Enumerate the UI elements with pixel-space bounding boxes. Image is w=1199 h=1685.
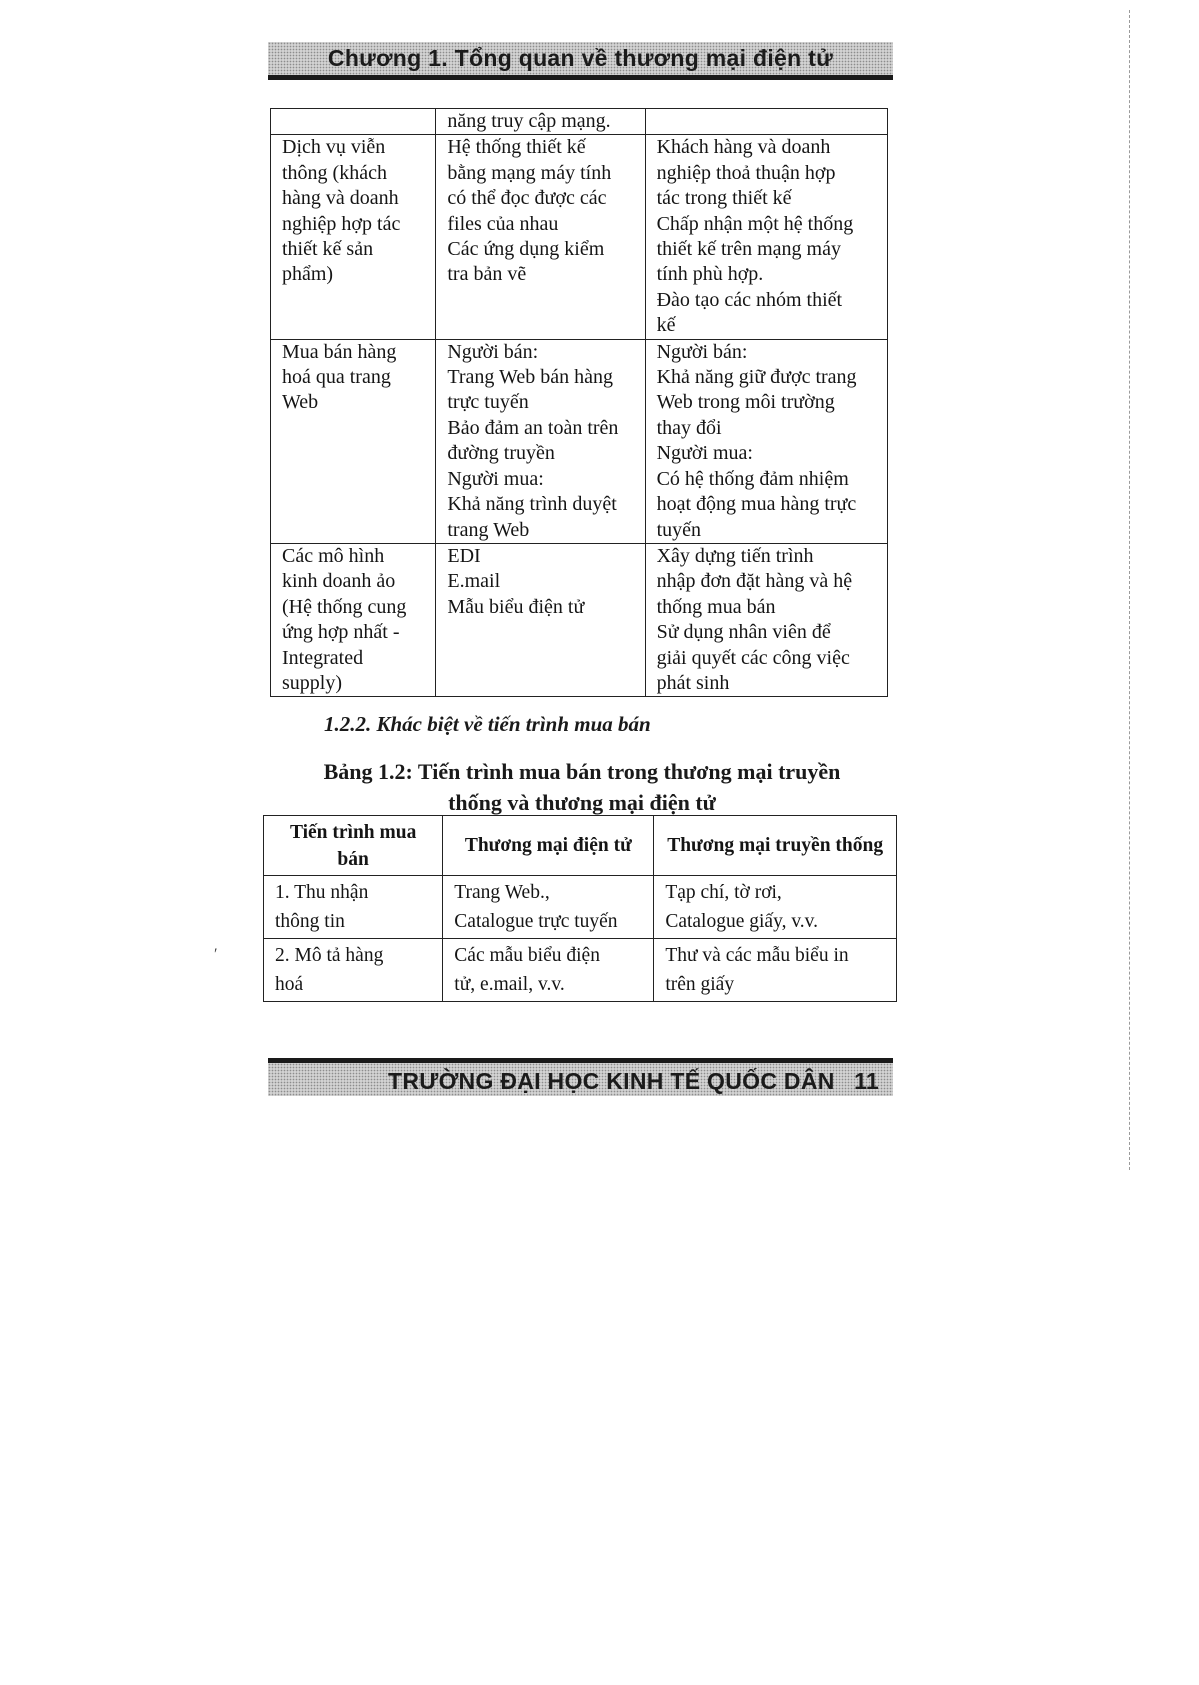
cell-line: nghiệp thoả thuận hợp [656, 161, 836, 184]
cell-line: thống mua bán [656, 595, 776, 618]
cell-line: Người mua: [447, 467, 544, 490]
table-caption-line-1: Bảng 1.2: Tiến trình mua bán trong thương mại truyền [323, 759, 841, 784]
cell-line: trang Web [447, 518, 530, 541]
cell-line: supply) [282, 671, 342, 694]
cell-line: Xây dựng tiến trình [656, 544, 814, 567]
cell-line: Các ứng dụng kiểm [447, 238, 605, 261]
header-process-line-1: Tiến trình mua [289, 821, 417, 843]
table-cell [264, 939, 443, 1002]
cell-line: Khả năng giữ được trang [656, 366, 857, 389]
table-cell [443, 939, 654, 1002]
table-cell [654, 876, 897, 939]
table-cell [443, 876, 654, 939]
cell-line: giải quyết các công việc [656, 646, 850, 669]
cell-line: Thư và các mẫu biểu in [665, 945, 849, 966]
table-row [271, 339, 888, 543]
table-cell [436, 135, 645, 339]
cell-line: tính phù hợp. [656, 263, 764, 286]
cell-line: phát sinh [656, 671, 730, 694]
cell-line: Catalogue giấy, v.v. [665, 911, 819, 932]
page-number: 11 [854, 1068, 879, 1094]
cell-line: Các mẫu biểu điện [454, 945, 600, 966]
table-caption [262, 756, 902, 818]
table-row [271, 135, 888, 339]
table-cell [436, 109, 645, 135]
cell-line: Mua bán hàng [282, 340, 397, 363]
table-row [271, 543, 888, 696]
cell-line: nghiệp hợp tác [282, 212, 401, 235]
cell-line: kinh doanh ảo [282, 570, 396, 593]
cell-line: E.mail [447, 570, 501, 593]
cell-line: Sử dụng nhân viên để [656, 621, 831, 644]
table-cell [264, 876, 443, 939]
cell-line: Các mô hình [282, 544, 385, 567]
cell-line: có thể đọc được các [447, 187, 607, 210]
footer-banner [268, 1058, 893, 1096]
table-row [264, 939, 897, 1002]
cell-line: hoạt động mua hàng trực [656, 493, 857, 516]
table-cell [436, 543, 645, 696]
cell-line: thông (khách [282, 161, 387, 184]
cell-line: Đào tạo các nhóm thiết [656, 288, 843, 311]
purchase-process-table [263, 815, 897, 1002]
cell-line: thiết kế sản [282, 238, 374, 261]
cell-line: trên giấy [665, 974, 735, 995]
comparison-table-continued [270, 108, 888, 697]
cell-line: tuyến [656, 518, 702, 541]
table-row [264, 876, 897, 939]
table-cell [654, 939, 897, 1002]
table-cell [645, 135, 887, 339]
cell-line: Dịch vụ viễn [282, 136, 386, 159]
cell-line: nhập đơn đặt hàng và hệ [656, 570, 853, 593]
cell-line: Khách hàng và doanh [656, 136, 831, 159]
table-caption-line-2: thống và thương mại điện tử [448, 790, 716, 815]
cell-line: Web trong môi trường [656, 391, 835, 414]
cell-line: Người bán: [656, 340, 748, 363]
cell-line: (Hệ thống cung [282, 595, 407, 618]
cell-line: Khả năng trình duyệt [447, 493, 617, 516]
table-cell [645, 339, 887, 543]
cell-line: files của nhau [447, 212, 559, 235]
cell-line: thiết kế trên mạng máy [656, 238, 841, 261]
cell-line: hoá [275, 974, 304, 995]
cell-line: Chấp nhận một hệ thống [656, 212, 854, 235]
header-ecommerce: Thương mại điện tử [443, 816, 654, 876]
cell-line: Có hệ thống đảm nhiệm [656, 467, 849, 490]
header-traditional: Thương mại truyền thống [654, 816, 897, 876]
margin-mark: ′ [214, 946, 218, 963]
header-process-line-2: bán [337, 848, 369, 870]
cell-line: Mẫu biểu điện tử [447, 595, 585, 618]
cell-line: EDI [447, 544, 481, 567]
table-cell [271, 543, 436, 696]
cell-line: hàng và doanh [282, 187, 399, 210]
cell-line: phẩm) [282, 263, 334, 286]
cell-line: năng truy cập mạng. [447, 110, 611, 132]
cell-line: Catalogue trực tuyến [454, 911, 618, 932]
cell-line: bằng mạng máy tính [447, 161, 612, 184]
header-process [264, 816, 443, 876]
table-cell [645, 543, 887, 696]
table-row [271, 109, 888, 135]
section-heading: 1.2.2. Khác biệt về tiến trình mua bán [324, 712, 651, 736]
cell-line: kế [656, 314, 676, 337]
cell-line: Trang Web., [454, 882, 550, 903]
cell-line: Web [282, 391, 319, 414]
cell-line: 2. Mô tả hàng [275, 945, 384, 966]
scan-edge-line [1129, 10, 1130, 1170]
table-cell [271, 109, 436, 135]
table-cell [645, 109, 887, 135]
cell-line: trực tuyến [447, 391, 529, 414]
cell-line: Người mua: [656, 442, 753, 465]
cell-line: tra bản vẽ [447, 263, 527, 286]
table-header-row [264, 816, 897, 876]
chapter-header-banner [268, 42, 893, 80]
cell-line: Bảo đảm an toàn trên [447, 416, 619, 439]
cell-line: thay đổi [656, 416, 722, 439]
cell-line: hoá qua trang [282, 366, 391, 389]
cell-line: Trang Web bán hàng [447, 366, 613, 389]
cell-line: Tạp chí, tờ rơi, [665, 882, 782, 903]
table-cell [436, 339, 645, 543]
cell-line: thông tin [275, 911, 345, 932]
cell-line: tác trong thiết kế [656, 187, 792, 210]
cell-line: Người bán: [447, 340, 539, 363]
cell-line: đường truyền [447, 442, 555, 465]
table-cell [271, 135, 436, 339]
cell-line: tử, e.mail, v.v. [454, 974, 565, 995]
cell-line: 1. Thu nhận [275, 882, 369, 903]
cell-line: Integrated [282, 646, 364, 669]
university-name: TRƯỜNG ĐẠI HỌC KINH TẾ QUỐC DÂN [388, 1068, 835, 1094]
table-cell [271, 339, 436, 543]
cell-line: ứng hợp nhất - [282, 621, 400, 644]
chapter-title: Chương 1. Tổng quan về thương mại điện tử [327, 45, 834, 71]
cell-line: Hệ thống thiết kế [447, 136, 586, 159]
